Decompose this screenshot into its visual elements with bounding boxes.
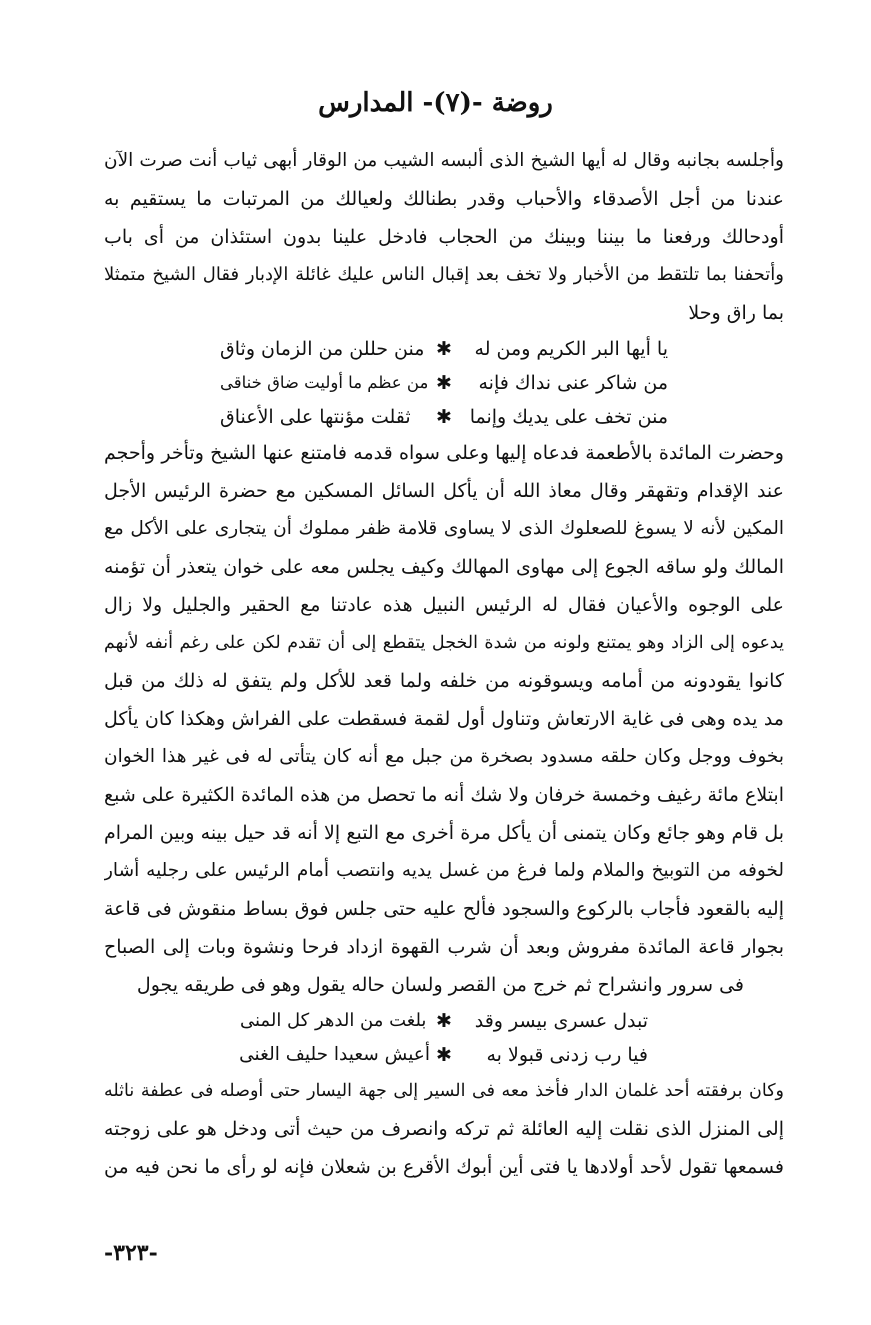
- poem-1: [104, 332, 784, 434]
- text-line: إليه بالقعود فأجاب بالركوع والسجود فألح عليه حتى جلس فوق بساط منقوش فى قاعة: [104, 898, 784, 920]
- star-separator-icon: ✱: [436, 338, 452, 360]
- text-body: [104, 142, 784, 1186]
- paragraph-2: [104, 434, 784, 1004]
- verse-line: [104, 1004, 784, 1038]
- verse-second-hemistich: من عظم ما أوليت ضاق خناقى: [220, 373, 429, 392]
- verse-first-hemistich: فيا رب زدنى قبولا به: [486, 1044, 648, 1066]
- text-line: كانوا يقودونه من أمامه ويسوقونه من خلفه ولما قعد للأكل ولم يتفق له ذلك من قبل: [104, 670, 784, 692]
- text-line: عندنا من أجل الأصدقاء والأحباب وقدر بطنالك ولعيالك من المرتبات ما يستقيم به: [104, 188, 784, 210]
- text-line: فى سرور وانشراح ثم خرج من القصر ولسان حاله يقول وهو فى طريقه يجول: [136, 974, 744, 996]
- text-line: وحضرت المائدة بالأطعمة فدعاه إليها وعلى سواه قدمه فامتنع عنها الشيخ وتأخر وأحجم: [104, 442, 784, 464]
- text-line: بجوار قاعة المائدة مفروش وبعد أن شرب القهوة ازداد فرحا ونشوة وبات إلى الصباح: [104, 936, 784, 958]
- text-line: المالك ولو ساقه الجوع إلى مهاوى المهالك وكيف يجلس معه على خوان يتعذر أن تؤمنه: [104, 556, 784, 578]
- star-separator-icon: ✱: [436, 406, 452, 428]
- star-separator-icon: ✱: [436, 1010, 452, 1032]
- text-line: مد يده وهى فى غاية الارتعاش وتناول أول لقمة فسقطت على الفراش وهكذا كان يأكل: [104, 708, 784, 730]
- verse-line: [104, 366, 784, 400]
- poem-2: [104, 1004, 784, 1072]
- paragraph-3: [104, 1072, 784, 1186]
- text-line: عند الإقدام وتقهقر وقال معاذ الله أن يأكل السائل المسكين مع حضرة الرئيس الأجل: [104, 480, 784, 502]
- text-line: يدعوه إلى الزاد وهو يمتنع ولونه من شدة الخجل يتقطع إلى أن تقدم لكن على رغم أنفه لأنهم: [104, 633, 784, 653]
- verse-second-hemistich: منن حللن من الزمان وثاق: [220, 338, 425, 360]
- page-number: -٣٢٣-: [104, 1240, 158, 1266]
- verse-second-hemistich: أعيش سعيدا حليف الغنى: [239, 1044, 430, 1065]
- text-line: بخوف ووجل وكان حلقه مسدود بصخرة من جبل مع أنه كان يتأتى له فى غير هذا الخوان: [104, 746, 784, 767]
- verse-line: [104, 400, 784, 434]
- text-line: بل قام وهو جائع وكان يتمنى أن يأكل مرة أخرى مع التبع إلا أنه قد حيل بينه وبين المرام: [104, 822, 784, 844]
- text-line: على الوجوه والأعيان فقال له الرئيس النبيل هذه عادتنا مع الحقير والجليل ولا زال: [104, 594, 784, 616]
- text-line: أودحالك ورفعنا ما بيننا وبينك من الحجاب فادخل علينا بدون استئذان من أى باب: [104, 226, 784, 248]
- text-line: إلى المنزل الذى نقلت إليه العائلة ثم تركه وانصرف من حيث أتى ودخل هو على زوجته: [104, 1118, 784, 1140]
- page-title: روضة -(٧)- المدارس: [318, 88, 553, 118]
- verse-first-hemistich: من شاكر عنى نداك فإنه: [478, 372, 668, 394]
- text-line: وأتحفنا بما تلتقط من الأخبار ولا تخف بعد إقبال الناس عليك غائلة الإدبار فقال الشيخ متمثلا: [104, 264, 784, 285]
- verse-line: [104, 332, 784, 366]
- verse-first-hemistich: يا أيها البر الكريم ومن له: [474, 338, 668, 360]
- verse-second-hemistich: بلغت من الدهر كل المنى: [240, 1010, 427, 1031]
- verse-line: [104, 1038, 784, 1072]
- text-line: بما راق وحلا: [688, 302, 784, 324]
- text-line: وأجلسه بجانبه وقال له أيها الشيخ الذى ألبسه الشيب من الوقار أبهى ثياب أنت صرت الآن: [104, 150, 784, 171]
- text-line: المكين لأنه لا يسوغ للصعلوك الذى لا يساوى قلامة ظفر مملوك أن يتجارى على الأكل مع: [104, 518, 784, 539]
- verse-first-hemistich: منن تخف على يديك وإنما: [469, 406, 668, 428]
- paragraph-1: [104, 142, 784, 332]
- star-separator-icon: ✱: [436, 1044, 452, 1066]
- text-line: ابتلاع مائة رغيف وخمسة خرفان ولا شك أنه ما تحصل من هذه المائدة الكثيرة على شبع: [104, 784, 784, 806]
- verse-second-hemistich: ثقلت مؤنتها على الأعناق: [220, 406, 411, 428]
- text-line: فسمعها تقول لأحد أولادها يا فتى أين أبوك الأقرع بن شعلان فإنه لو رأى ما نحن فيه من: [104, 1156, 784, 1178]
- star-separator-icon: ✱: [436, 372, 452, 394]
- text-line: وكان برفقته أحد غلمان الدار فأخذ معه فى السير إلى جهة اليسار حتى أوصله فى عطفة ناثله: [104, 1081, 784, 1101]
- verse-first-hemistich: تبدل عسرى بيسر وقد: [474, 1010, 648, 1032]
- text-line: لخوفه من التوبيخ والملام ولما فرغ من غسل يديه وانتصب أمام الرئيس على رجليه أشار: [104, 860, 784, 881]
